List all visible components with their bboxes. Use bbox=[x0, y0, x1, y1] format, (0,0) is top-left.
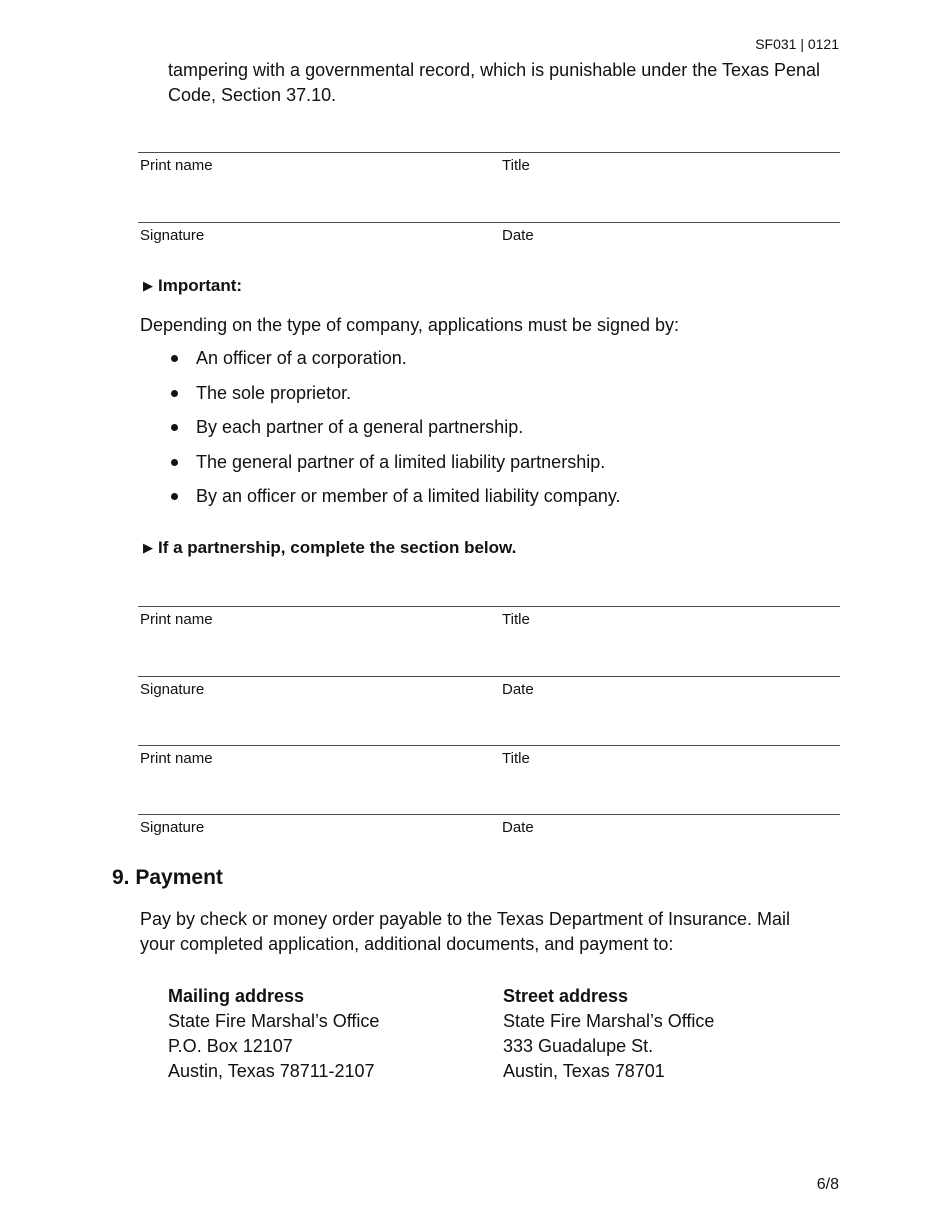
street-address bbox=[503, 984, 714, 1084]
street-address-line: Austin, Texas 78701 bbox=[503, 1061, 665, 1081]
mailing-address-line: P.O. Box 12107 bbox=[168, 1036, 293, 1056]
print-name-label: Print name bbox=[140, 611, 213, 628]
list-item: The general partner of a limited liability partnership. bbox=[168, 448, 621, 483]
page-number: 6/8 bbox=[816, 1176, 839, 1193]
payment-text: Pay by check or money order payable to the Texas Department of Insurance. Mail your completed application, additional documents, and payment to: bbox=[140, 909, 791, 954]
title-label: Title bbox=[502, 157, 530, 174]
partner-1-name-title-row[interactable] bbox=[138, 606, 840, 637]
print-name-label: Print name bbox=[140, 750, 213, 767]
bullet-icon bbox=[171, 424, 178, 431]
signer-requirements-list bbox=[168, 344, 621, 517]
important-callout bbox=[143, 276, 242, 296]
signature-label: Signature bbox=[140, 819, 205, 836]
partner-2-signature-date-row[interactable] bbox=[138, 814, 840, 845]
important-heading: Important: bbox=[158, 276, 243, 295]
form-id: SF031 | 0121 bbox=[755, 36, 839, 52]
street-address-line: 333 Guadalupe St. bbox=[503, 1036, 654, 1056]
signature-label: Signature bbox=[140, 681, 205, 698]
triangle-right-icon: ▶ bbox=[143, 540, 153, 555]
signer-signature-date-row[interactable] bbox=[138, 222, 840, 253]
signature-label: Signature bbox=[140, 227, 205, 244]
signer-name-title-row[interactable] bbox=[138, 152, 840, 183]
bullet-icon bbox=[171, 390, 178, 397]
list-item: By each partner of a general partnership. bbox=[168, 413, 621, 448]
payment-section-title: 9. Payment bbox=[112, 866, 223, 889]
date-label: Date bbox=[502, 681, 534, 698]
mailing-address-line: State Fire Marshal’s Office bbox=[168, 1011, 380, 1031]
partnership-heading: If a partnership, complete the section below. bbox=[158, 538, 517, 557]
bullet-icon bbox=[171, 459, 178, 466]
partner-2-name-title-row[interactable] bbox=[138, 745, 840, 776]
street-address-line: State Fire Marshal’s Office bbox=[503, 1011, 715, 1031]
title-label: Title bbox=[502, 750, 530, 767]
bullet-icon bbox=[171, 355, 178, 362]
important-text: Depending on the type of company, applications must be signed by: bbox=[140, 315, 680, 335]
mailing-address bbox=[168, 984, 379, 1084]
list-item: An officer of a corporation. bbox=[168, 344, 621, 379]
street-address-heading: Street address bbox=[503, 986, 629, 1006]
date-label: Date bbox=[502, 227, 534, 244]
list-item: The sole proprietor. bbox=[168, 379, 621, 414]
mailing-address-heading: Mailing address bbox=[168, 986, 305, 1006]
partner-1-signature-date-row[interactable] bbox=[138, 676, 840, 707]
print-name-label: Print name bbox=[140, 157, 213, 174]
triangle-right-icon: ▶ bbox=[143, 278, 153, 293]
mailing-address-line: Austin, Texas 78711-2107 bbox=[168, 1061, 375, 1081]
title-label: Title bbox=[502, 611, 530, 628]
list-item: By an officer or member of a limited liability company. bbox=[168, 482, 621, 517]
intro-text: tampering with a governmental record, which is punishable under the Texas Penal Code, Section 37.10. bbox=[168, 60, 821, 105]
partnership-callout bbox=[143, 538, 516, 558]
bullet-icon bbox=[171, 493, 178, 500]
date-label: Date bbox=[502, 819, 534, 836]
